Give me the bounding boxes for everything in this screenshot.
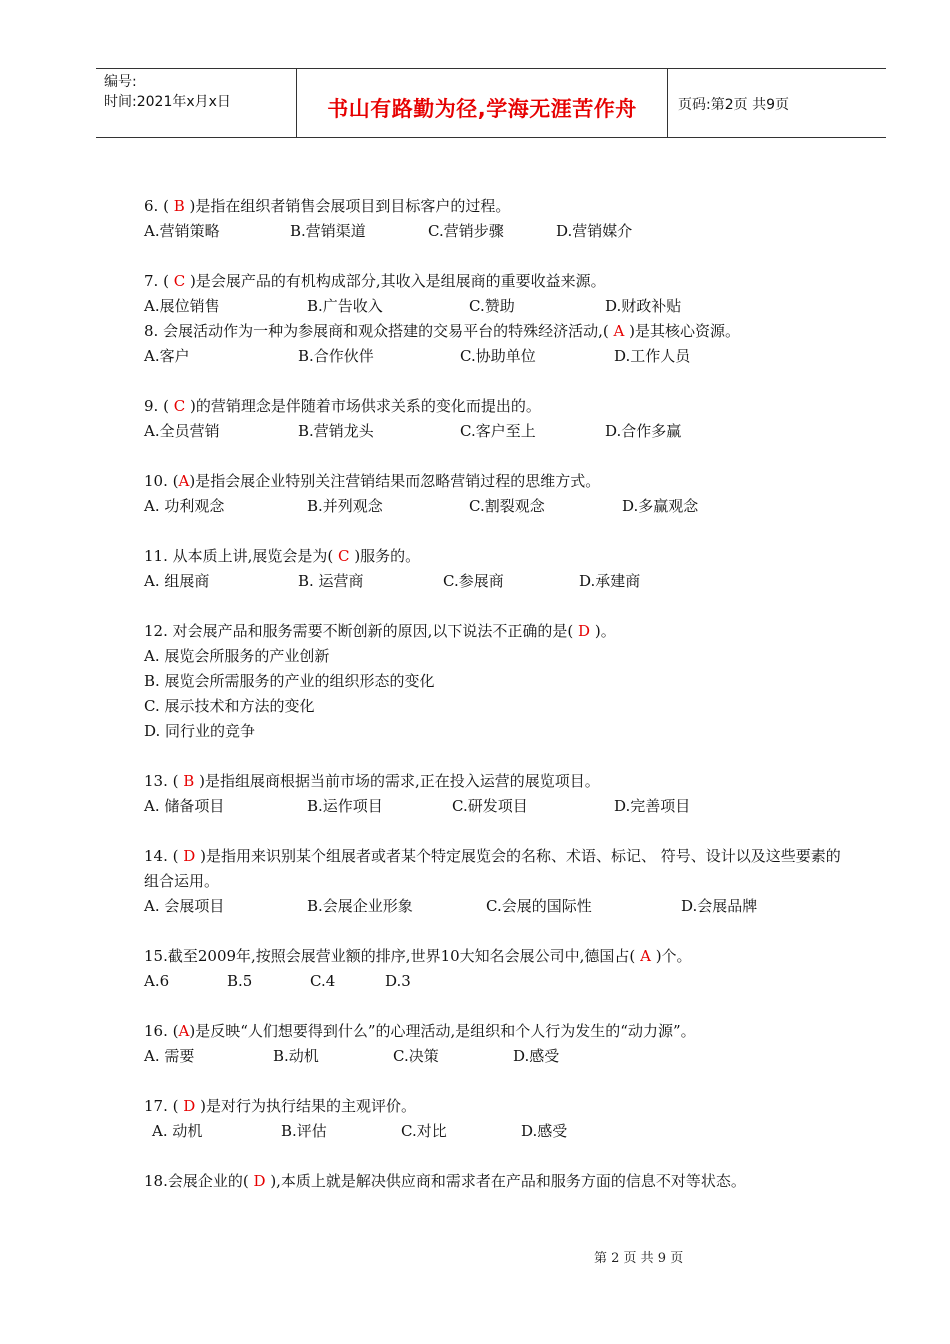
answer-11: C xyxy=(338,547,350,565)
question-13: 13. ( B )是指组展商根据当前市场的需求,正在投入运营的展览项目。 xyxy=(144,772,600,790)
answer-13: B xyxy=(183,772,195,790)
options-10: A. 功利观念 B.并列观念 C.割裂观念 D.多赢观念 xyxy=(144,497,699,515)
question-18: 18.会展企业的( D ),本质上就是解决供应商和需求者在产品和服务方面的信息不对等状态。 xyxy=(144,1172,746,1190)
option-12-b: B. 展览会所需服务的产业的组织形态的变化 xyxy=(144,672,435,690)
option-12-c: C. 展示技术和方法的变化 xyxy=(144,697,315,715)
header-motto-cell xyxy=(297,69,668,137)
answer-12: D xyxy=(578,622,591,640)
question-9: 9. ( C )的营销理念是伴随着市场供求关系的变化而提出的。 xyxy=(144,397,541,415)
options-16: A. 需要 B.动机 C.决策 D.感受 xyxy=(144,1047,560,1065)
answer-8: A xyxy=(613,322,625,340)
answer-16: A xyxy=(178,1022,190,1040)
options-9: A.全员营销 B.营销龙头 C.客户至上 D.合作多赢 xyxy=(144,422,682,440)
question-7: 7. ( C )是会展产品的有机构成部分,其收入是组展商的重要收益来源。 xyxy=(144,272,606,290)
question-15: 15.截至2009年,按照会展营业额的排序,世界10大知名会展公司中,德国占( A )个。 xyxy=(144,947,692,965)
question-12: 12. 对会展产品和服务需要不断创新的原因,以下说法不正确的是( D )。 xyxy=(144,622,616,640)
answer-9: C xyxy=(173,397,186,415)
options-15: A.6 B.5 C.4 D.3 xyxy=(144,972,411,990)
page-header xyxy=(96,68,886,138)
question-list xyxy=(144,194,844,1194)
question-11: 11. 从本质上讲,展览会是为( C )服务的。 xyxy=(144,547,421,565)
question-8: 8. 会展活动作为一种为参展商和观众搭建的交易平台的特殊经济活动,( A )是其核心资源。 xyxy=(144,322,740,340)
options-6: A.营销策略 B.营销渠道 C.营销步骤 D.营销媒介 xyxy=(144,222,633,240)
question-14: 14. ( D )是指用来识别某个组展者或者某个特定展览会的名称、术语、标记、 符号、设计以及这些要素的组合运用。 xyxy=(144,847,841,890)
header-meta xyxy=(96,69,297,137)
options-11: A. 组展商 B. 运营商 C.参展商 D.承建商 xyxy=(144,572,641,590)
answer-14: D xyxy=(183,847,196,865)
answer-7: C xyxy=(173,272,186,290)
options-14: A. 会展项目 B.会展企业形象 C.会展的国际性 D.会展品牌 xyxy=(144,897,758,915)
header-page-label: 页码:第2页 共9页 xyxy=(678,97,789,113)
answer-17: D xyxy=(183,1097,196,1115)
option-12-d: D. 同行业的竞争 xyxy=(144,722,256,740)
question-17: 17. ( D )是对行为执行结果的主观评价。 xyxy=(144,1097,416,1115)
answer-6: B xyxy=(173,197,185,215)
motto: 书山有路勤为径,学海无涯苦作舟 xyxy=(327,97,637,121)
options-17: A. 动机 B.评估 C.对比 D.感受 xyxy=(152,1122,568,1140)
answer-15: A xyxy=(640,947,651,965)
options-13: A. 储备项目 B.运作项目 C.研发项目 D.完善项目 xyxy=(144,797,691,815)
answer-18: D xyxy=(253,1172,266,1190)
options-8: A.客户 B.合作伙伴 C.协助单位 D.工作人员 xyxy=(144,347,691,365)
header-page-cell xyxy=(668,69,886,137)
options-7: A.展位销售 B.广告收入 C.赞助 D.财政补贴 xyxy=(144,297,682,315)
code-label: 编号: xyxy=(104,74,137,90)
question-10: 10. (A)是指会展企业特别关注营销结果而忽略营销过程的思维方式。 xyxy=(144,472,601,490)
question-16: 16. (A)是反映“人们想要得到什么”的心理活动,是组织和个人行为发生的“动力源”。 xyxy=(144,1022,696,1040)
time-label: 时间:2021年x月x日 xyxy=(104,94,231,110)
page-footer: 第 2 页 共 9 页 xyxy=(594,1251,684,1266)
answer-10: A xyxy=(178,472,190,490)
question-6: 6. ( B )是指在组织者销售会展项目到目标客户的过程。 xyxy=(144,197,511,215)
option-12-a: A. 展览会所服务的产业创新 xyxy=(144,647,330,665)
